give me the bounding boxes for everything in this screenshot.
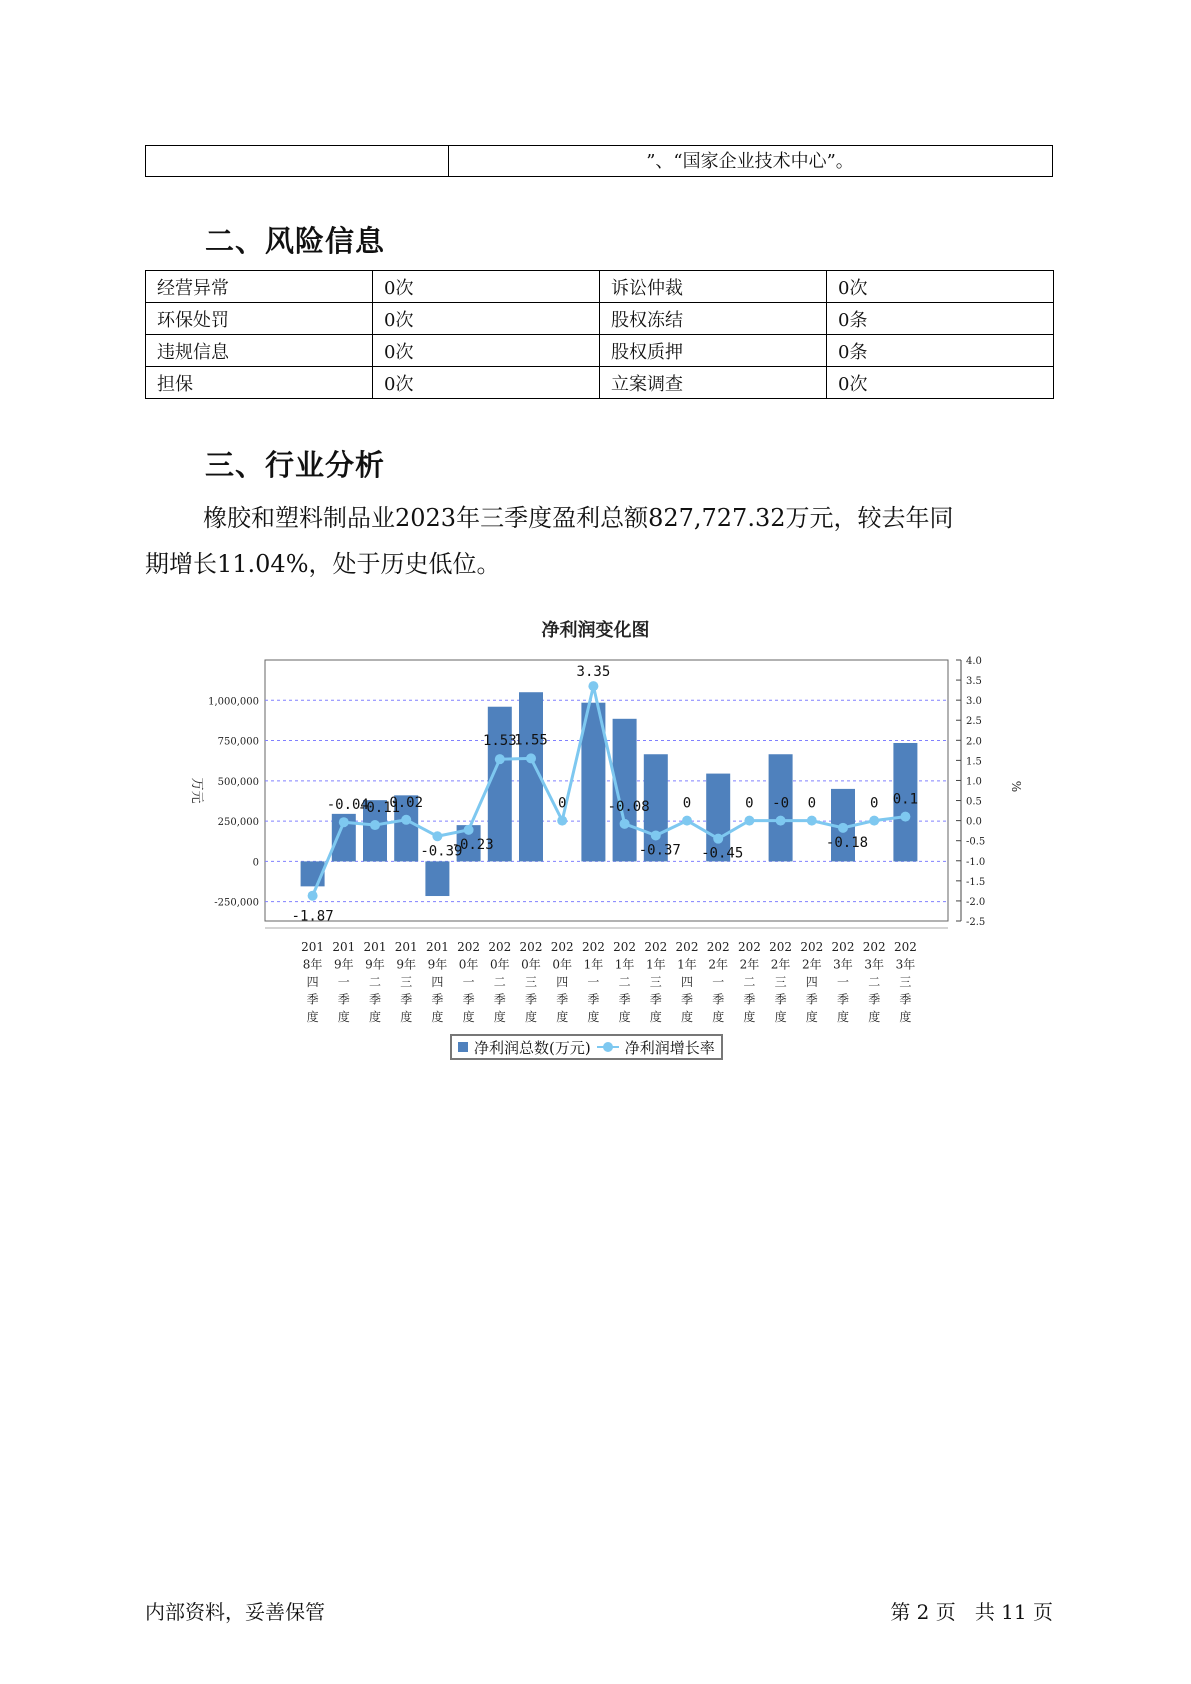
x-category-label: 一	[712, 975, 725, 989]
growth-rate-point	[432, 831, 442, 841]
x-category-label: 季	[743, 992, 756, 1007]
risk-label-cell: 立案调查	[600, 367, 827, 399]
growth-rate-point	[339, 817, 349, 827]
growth-rate-point	[620, 819, 630, 829]
risk-label-cell: 诉讼仲裁	[600, 271, 827, 303]
x-category-label: 季	[587, 992, 600, 1007]
x-category-label: 9年	[333, 957, 354, 972]
x-category-label: 202	[769, 940, 793, 954]
x-category-label: 季	[774, 992, 787, 1007]
x-category-label: 201	[425, 940, 449, 954]
x-category-label: 二	[368, 975, 382, 989]
x-category-label: 季	[649, 992, 662, 1007]
y-right-tick-label: -2.0	[966, 896, 986, 908]
x-category-label: 一	[836, 975, 850, 989]
y-right-tick-label: -1.5	[966, 876, 986, 888]
growth-rate-data-label: -0.11	[357, 800, 401, 817]
x-category-label: 202	[737, 940, 761, 954]
x-category-label: 度	[712, 1010, 725, 1024]
y-right-tick-label: 1.5	[966, 756, 982, 768]
growth-rate-point	[838, 823, 848, 833]
x-category-label: 3年	[895, 957, 916, 972]
y-right-tick-label: -0.5	[966, 836, 986, 848]
x-category-label: 季	[462, 992, 475, 1007]
growth-rate-data-label: -0	[772, 795, 790, 812]
risk-value-cell: 0条	[827, 335, 1054, 367]
x-category-label: 二	[868, 975, 881, 989]
x-category-label: 季	[493, 992, 506, 1007]
risk-label-cell: 股权质押	[600, 335, 827, 367]
growth-rate-point	[682, 816, 692, 826]
growth-rate-data-label: -0.18	[825, 834, 869, 851]
x-category-label: 一	[462, 975, 475, 989]
page-number: 第 2 页 共 11 页	[890, 1600, 1053, 1624]
risk-value-cell: 0次	[373, 271, 600, 303]
risk-label-cell: 股权冻结	[600, 303, 827, 335]
x-category-label: 202	[519, 940, 543, 954]
x-category-label: 202	[675, 940, 699, 954]
growth-rate-point	[713, 834, 723, 844]
growth-rate-point	[557, 816, 567, 826]
risk-label-cell: 经营异常	[146, 271, 373, 303]
x-category-label: 2年	[770, 957, 791, 972]
growth-rate-data-label: 3.35	[576, 664, 611, 681]
analysis-paragraph-line1: 橡胶和塑料制品业2023年三季度盈利总额827,727.32万元，较去年同	[203, 504, 954, 532]
x-category-label: 度	[743, 1010, 756, 1024]
x-category-label: 三	[524, 975, 538, 989]
x-category-label: 9年	[396, 957, 417, 972]
y-left-tick-label: 0	[252, 857, 259, 869]
y-left-tick-label: -250,000	[214, 897, 259, 909]
legend-line-label: 净利润增长率	[624, 1038, 715, 1057]
y-right-tick-label: -2.5	[966, 917, 986, 928]
growth-rate-data-label: 1.53	[482, 733, 517, 750]
x-category-label: 度	[306, 1010, 319, 1024]
x-category-label: 度	[805, 1010, 818, 1024]
growth-rate-data-label: 0	[807, 795, 817, 812]
y-right-axis-label: %	[1009, 780, 1023, 793]
y-right-tick-label: 2.5	[966, 716, 982, 728]
risk-value-cell: 0次	[373, 303, 600, 335]
x-category-label: 四	[306, 975, 319, 989]
x-category-label: 3年	[864, 957, 885, 972]
x-category-label: 0年	[521, 957, 541, 972]
chart-legend	[450, 1034, 723, 1060]
growth-rate-point	[495, 754, 505, 764]
x-category-label: 一	[587, 975, 600, 989]
x-category-label: 202	[488, 940, 512, 954]
growth-rate-point	[588, 681, 598, 691]
x-category-label: 度	[556, 1010, 569, 1024]
x-category-label: 季	[306, 992, 319, 1007]
x-category-label: 度	[649, 1010, 662, 1024]
x-category-label: 度	[337, 1010, 350, 1024]
growth-rate-point	[776, 816, 786, 826]
risk-value-cell: 0次	[373, 335, 600, 367]
x-category-label: 季	[868, 992, 881, 1007]
x-category-label: 季	[337, 992, 350, 1007]
growth-rate-point	[370, 820, 380, 830]
x-category-label: 度	[680, 1010, 694, 1024]
growth-rate-data-label: -0.45	[701, 845, 744, 862]
x-category-label: 202	[800, 940, 824, 954]
x-category-label: 三	[774, 975, 787, 989]
x-category-label: 度	[400, 1010, 413, 1024]
x-category-label: 二	[743, 975, 756, 989]
continuation-cell: ”、“国家企业技术中心”。	[646, 151, 854, 172]
x-category-label: 1年	[583, 957, 604, 972]
y-left-tick-label: 500,000	[217, 776, 259, 788]
x-category-label: 202	[862, 940, 886, 954]
x-category-label: 二	[493, 975, 506, 989]
risk-label-cell: 担保	[146, 367, 373, 399]
x-category-label: 三	[899, 975, 912, 989]
growth-rate-point	[464, 825, 474, 835]
growth-rate-data-label: -0.37	[638, 842, 681, 859]
y-left-axis-label: 万元	[189, 777, 204, 804]
section-heading-industry: 三、行业分析	[205, 448, 386, 482]
x-category-label: 9年	[427, 957, 448, 972]
x-category-label: 度	[774, 1010, 787, 1024]
x-category-label: 202	[644, 940, 668, 954]
x-category-label: 202	[831, 940, 855, 954]
growth-rate-data-label: -0.04	[326, 797, 369, 814]
x-category-label: 季	[680, 992, 694, 1007]
x-category-label: 一	[337, 975, 350, 989]
x-category-label: 季	[712, 992, 725, 1007]
growth-rate-data-label: 1.55	[514, 732, 548, 749]
profit-bar	[425, 861, 449, 896]
legend-bar-label: 净利润总数(万元)	[474, 1038, 591, 1057]
x-category-label: 8年	[302, 957, 323, 972]
x-category-label: 2年	[801, 957, 822, 972]
y-right-tick-label: 3.5	[966, 676, 982, 688]
y-right-tick-label: 2.0	[966, 736, 982, 748]
y-left-tick-label: 250,000	[217, 817, 259, 829]
x-category-label: 度	[587, 1010, 600, 1024]
growth-rate-point	[651, 830, 661, 840]
risk-value-cell: 0次	[827, 367, 1054, 399]
risk-value-cell: 0次	[373, 367, 600, 399]
x-category-label: 202	[706, 940, 730, 954]
x-category-label: 202	[581, 940, 605, 954]
analysis-paragraph-line2: 期增长11.04%，处于历史低位。	[145, 550, 501, 578]
x-category-label: 季	[618, 992, 631, 1007]
growth-rate-point	[308, 891, 318, 901]
legend-bar-swatch	[458, 1042, 468, 1052]
growth-rate-data-label: 0	[682, 795, 692, 812]
x-category-label: 季	[524, 992, 538, 1007]
risk-value-cell: 0次	[827, 271, 1054, 303]
growth-rate-data-label: -0.23	[451, 836, 494, 853]
x-category-label: 三	[649, 975, 662, 989]
growth-rate-data-label: 0.02	[389, 794, 424, 811]
risk-value-cell: 0条	[827, 303, 1054, 335]
x-category-label: 3年	[833, 957, 853, 972]
y-left-tick-label: 750,000	[217, 736, 259, 748]
growth-rate-point	[869, 816, 879, 826]
growth-rate-data-label: 0	[745, 795, 754, 812]
growth-rate-data-label: -0.08	[607, 798, 650, 815]
x-category-label: 2年	[708, 957, 729, 972]
x-category-label: 0年	[489, 957, 510, 972]
x-category-label: 三	[400, 975, 413, 989]
x-category-label: 0年	[458, 957, 479, 972]
x-category-label: 度	[899, 1010, 912, 1024]
x-category-label: 四	[680, 975, 694, 989]
risk-label-cell: 环保处罚	[146, 303, 373, 335]
risk-label-cell: 违规信息	[146, 335, 373, 367]
x-category-label: 四	[556, 975, 569, 989]
x-category-label: 201	[363, 940, 387, 954]
x-category-label: 1年	[677, 957, 697, 972]
y-right-tick-label: 0.5	[966, 796, 982, 808]
x-category-label: 1年	[614, 957, 635, 972]
x-category-label: 度	[368, 1010, 382, 1024]
growth-rate-point	[526, 753, 536, 763]
growth-rate-data-label: 0	[869, 795, 879, 812]
x-category-label: 202	[893, 940, 917, 954]
x-category-label: 201	[332, 940, 356, 954]
x-category-label: 度	[524, 1010, 538, 1024]
x-category-label: 季	[368, 992, 382, 1007]
x-category-label: 季	[431, 992, 444, 1007]
x-category-label: 度	[431, 1010, 444, 1024]
x-category-label: 度	[868, 1010, 881, 1024]
x-category-label: 四	[431, 975, 444, 989]
growth-rate-data-label: -1.87	[291, 908, 334, 925]
x-category-label: 1年	[645, 957, 666, 972]
growth-rate-data-label: 0	[557, 795, 567, 812]
y-left-tick-label: 1,000,000	[208, 696, 259, 708]
x-category-label: 202	[550, 940, 574, 954]
growth-rate-point	[744, 816, 754, 826]
x-category-label: 201	[394, 940, 418, 954]
growth-rate-point	[401, 815, 411, 825]
legend-line-swatch	[597, 1042, 619, 1052]
x-category-label: 度	[462, 1010, 475, 1024]
section-heading-risk: 二、风险信息	[205, 224, 386, 258]
x-category-label: 201	[301, 940, 325, 954]
x-category-label: 度	[493, 1010, 506, 1024]
x-category-label: 0年	[552, 957, 573, 972]
y-right-tick-label: -1.0	[966, 856, 986, 868]
growth-rate-point	[807, 816, 817, 826]
footer-confidential-note: 内部资料，妥善保管	[145, 1600, 325, 1624]
y-right-tick-label: 0.0	[966, 816, 982, 828]
x-category-label: 季	[556, 992, 569, 1007]
growth-rate-point	[900, 812, 910, 822]
x-category-label: 季	[805, 992, 818, 1007]
x-category-label: 季	[400, 992, 413, 1007]
growth-rate-data-label: -0.39	[420, 843, 463, 860]
x-category-label: 季	[836, 992, 850, 1007]
x-category-label: 度	[618, 1010, 631, 1024]
growth-rate-data-label: 0.1	[892, 791, 919, 808]
y-right-tick-label: 3.0	[966, 696, 982, 708]
x-category-label: 202	[457, 940, 481, 954]
x-category-label: 二	[618, 975, 631, 989]
x-category-label: 9年	[365, 957, 385, 972]
y-right-tick-label: 4.0	[966, 656, 982, 667]
x-category-label: 季	[899, 992, 912, 1007]
x-category-label: 四	[805, 975, 818, 989]
x-category-label: 2年	[739, 957, 760, 972]
x-category-label: 202	[613, 940, 637, 954]
y-right-tick-label: 1.0	[966, 776, 982, 788]
chart-title: 净利润变化图	[541, 620, 650, 641]
x-category-label: 度	[836, 1010, 850, 1024]
